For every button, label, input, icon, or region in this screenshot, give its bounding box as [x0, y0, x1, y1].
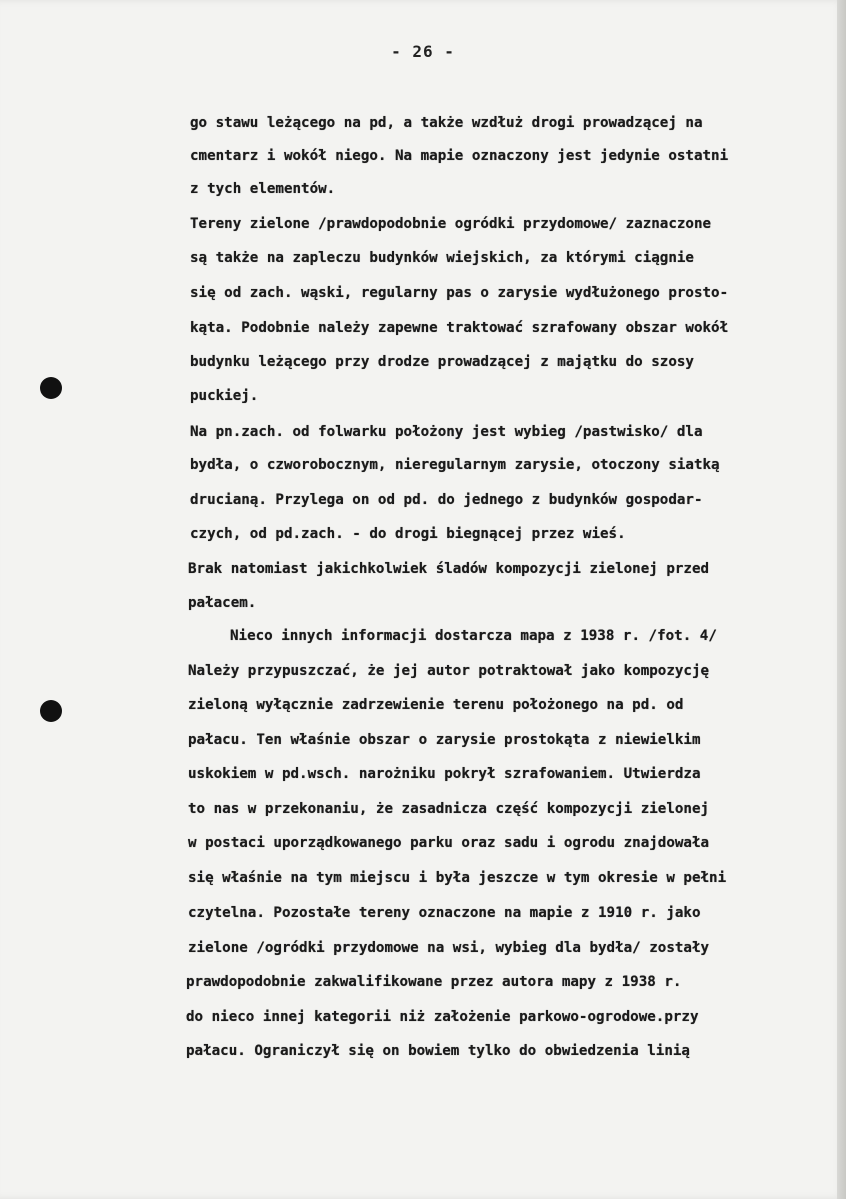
text-line: Tereny zielone /prawdopodobnie ogródki przydomowe/ zaznaczone	[190, 216, 712, 232]
text-line: cmentarz i wokół niego. Na mapie oznaczony jest jedynie ostatni	[190, 148, 729, 164]
text-line: pałacu. Ten właśnie obszar o zarysie prostokąta z niewielkim	[188, 732, 701, 748]
text-line: go stawu leżącego na pd, a także wzdłuż drogi prowadzącej na	[190, 115, 703, 131]
text-line: czych, od pd.zach. - do drogi biegnącej przez wieś.	[190, 526, 626, 542]
text-line: do nieco innej kategorii niż założenie parkowo-ogrodowe.przy	[186, 1009, 699, 1025]
text-line: kąta. Podobnie należy zapewne traktować szrafowany obszar wokół	[190, 320, 729, 336]
text-line: pałacem.	[188, 595, 257, 611]
text-line: prawdopodobnie zakwalifikowane przez autora mapy z 1938 r.	[186, 974, 682, 990]
text-line: budynku leżącego przy drodze prowadzącej z majątku do szosy	[190, 354, 694, 370]
text-line: się właśnie na tym miejscu i była jeszcze w tym okresie w pełni	[188, 870, 727, 886]
text-line: są także na zapleczu budynków wiejskich, za którymi ciągnie	[190, 250, 694, 266]
text-line: drucianą. Przylega on od pd. do jednego z budynków gospodar-	[190, 492, 703, 508]
text-line: zielone /ogródki przydomowe na wsi, wybieg dla bydła/ zostały	[188, 940, 710, 956]
text-line: Brak natomiast jakichkolwiek śladów kompozycji zielonej przed	[188, 561, 710, 577]
punch-hole-bottom	[40, 700, 62, 722]
text-line: Należy przypuszczać, że jej autor potraktował jako kompozycję	[188, 663, 710, 679]
text-line: Na pn.zach. od folwarku położony jest wybieg /pastwisko/ dla	[190, 424, 703, 440]
text-line: w postaci uporządkowanego parku oraz sadu i ogrodu znajdowała	[188, 835, 710, 851]
text-line: uskokiem w pd.wsch. narożniku pokrył szrafowaniem. Utwierdza	[188, 766, 701, 782]
text-line: zieloną wyłącznie zadrzewienie terenu położonego na pd. od	[188, 697, 684, 713]
text-line: pałacu. Ograniczył się on bowiem tylko do obwiedzenia linią	[186, 1043, 690, 1059]
text-line: bydła, o czworobocznym, nieregularnym zarysie, otoczony siatką	[190, 457, 720, 473]
text-line: się od zach. wąski, regularny pas o zarysie wydłużonego prosto-	[190, 285, 729, 301]
punch-hole-top	[40, 377, 62, 399]
text-line: z tych elementów.	[190, 181, 336, 197]
text-line: czytelna. Pozostałe tereny oznaczone na mapie z 1910 r. jako	[188, 905, 701, 921]
text-line: puckiej.	[190, 388, 259, 404]
text-line: Nieco innych informacji dostarcza mapa z 1938 r. /fot. 4/	[230, 628, 717, 644]
text-line: to nas w przekonaniu, że zasadnicza część kompozycji zielonej	[188, 801, 710, 817]
page-number: - 26 -	[391, 42, 455, 61]
page-edge	[837, 0, 846, 1199]
